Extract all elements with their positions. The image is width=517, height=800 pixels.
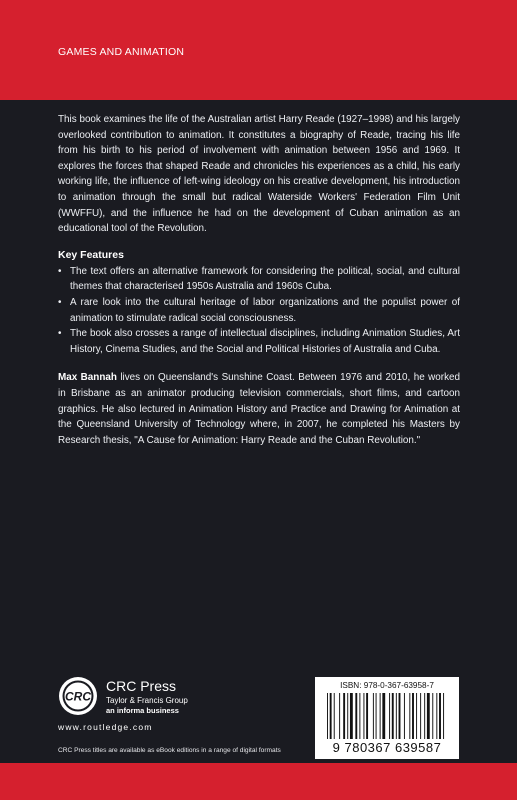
barcode-bar — [347, 693, 348, 739]
key-feature-text: A rare look into the cultural heritage of labor organizations and the populist power of animation to stimulate radical social consciousness. — [70, 296, 460, 324]
barcode-bar — [424, 693, 425, 739]
barcode-bar — [404, 693, 405, 739]
publisher-block — [58, 676, 258, 748]
barcode-bar — [376, 693, 377, 739]
barcode-bar — [343, 693, 345, 739]
book-description: This book examines the life of the Australian artist Harry Reade (1927–1998) and his largely overlooked contribution to animation. It constitutes a biography of Reade, tracing his life from his birth to his period of involvement with animation between 1956 and 1969. It explores the forces that shaped Reade and chronicles his experiences as a child, his early working life, the influence of left-wing ideology on his creative development, his introduction to animation through the small but radical Waterside Workers' Federation Film Unit (WWFFU), and the influence he had on the development of Cuban animation as an educational tool of the Revolution. — [58, 114, 460, 235]
barcode-bar — [427, 693, 430, 739]
barcode-bar — [359, 693, 360, 739]
isbn-label: ISBN: 978-0-367-63958-7 — [340, 681, 434, 690]
barcode-bar — [399, 693, 401, 739]
barcode-digits: 9 780367 639587 — [332, 740, 442, 755]
barcode-bar — [339, 693, 340, 739]
publisher-name: CRC Press — [106, 678, 177, 694]
ebook-note: CRC Press titles are available as eBook editions in a range of digital formats — [58, 747, 281, 754]
key-feature-item — [58, 326, 460, 357]
barcode-bar — [412, 693, 414, 739]
isbn-barcode-box — [315, 677, 459, 759]
key-feature-text: The book also crosses a range of intellectual disciplines, including Animation Studies, Art History, Cinema Studies, and the Social and Political Histories of Australia and Cuba. — [70, 328, 460, 355]
key-features-list — [58, 264, 460, 358]
bullet-icon: • — [58, 296, 62, 308]
cover-text — [58, 112, 460, 448]
barcode-bar — [330, 693, 332, 739]
author-bio — [58, 370, 460, 448]
publisher-tagline: an informa business — [106, 706, 179, 715]
barcode-bar — [382, 693, 385, 739]
key-feature-text: The text offers an alternative framework for considering the political, social, and cultural themes that characterised 1950s Australia and 1960s Cuba. — [70, 265, 460, 293]
barcode-bar — [380, 693, 381, 739]
key-features-heading: Key Features — [58, 248, 124, 261]
barcode-bar — [350, 693, 353, 739]
key-feature-item — [58, 264, 460, 295]
barcode-bar — [432, 693, 433, 739]
barcode-bar — [355, 693, 357, 739]
barcode-bar — [439, 693, 441, 739]
barcode-bar — [396, 693, 397, 739]
barcode-bar — [363, 693, 364, 739]
barcode-bar — [392, 693, 394, 739]
barcode-bar — [373, 693, 374, 739]
crc-logo-icon — [58, 676, 98, 716]
publisher-group: Taylor & Francis Group — [106, 696, 188, 705]
key-feature-item — [58, 295, 460, 326]
barcode-bar — [420, 693, 421, 739]
barcode-bar — [443, 693, 444, 739]
barcode-bar — [327, 693, 328, 739]
publisher-url[interactable]: www.routledge.com — [58, 722, 153, 732]
author-bio-text: lives on Queensland's Sunshine Coast. Between 1976 and 2010, he worked in Brisbane as an animator producing television commercials, short films, and cartoon graphics. He also lectured in Animation History and Practice and Drawing for Animation at the Queensland University of Technology where, in 2007, he completed his Masters by Research thesis, "A Cause for Animation: Harry Reade and the Cuban Revolution." — [58, 372, 460, 446]
crc-logo-lettering: CRC — [65, 689, 91, 704]
barcode-bar — [409, 693, 410, 739]
bullet-icon: • — [58, 265, 62, 277]
barcode-bar — [366, 693, 368, 739]
bottom-red-band — [0, 763, 517, 800]
top-red-band — [0, 0, 517, 100]
barcode-graphic — [327, 693, 449, 739]
series-title: GAMES AND ANIMATION — [58, 46, 185, 58]
barcode-bar — [436, 693, 437, 739]
barcode-bar — [416, 693, 417, 739]
barcode-bar — [334, 693, 335, 739]
author-name: Max Bannah — [58, 372, 117, 384]
barcode-bar — [389, 693, 390, 739]
bullet-icon: • — [58, 328, 62, 340]
